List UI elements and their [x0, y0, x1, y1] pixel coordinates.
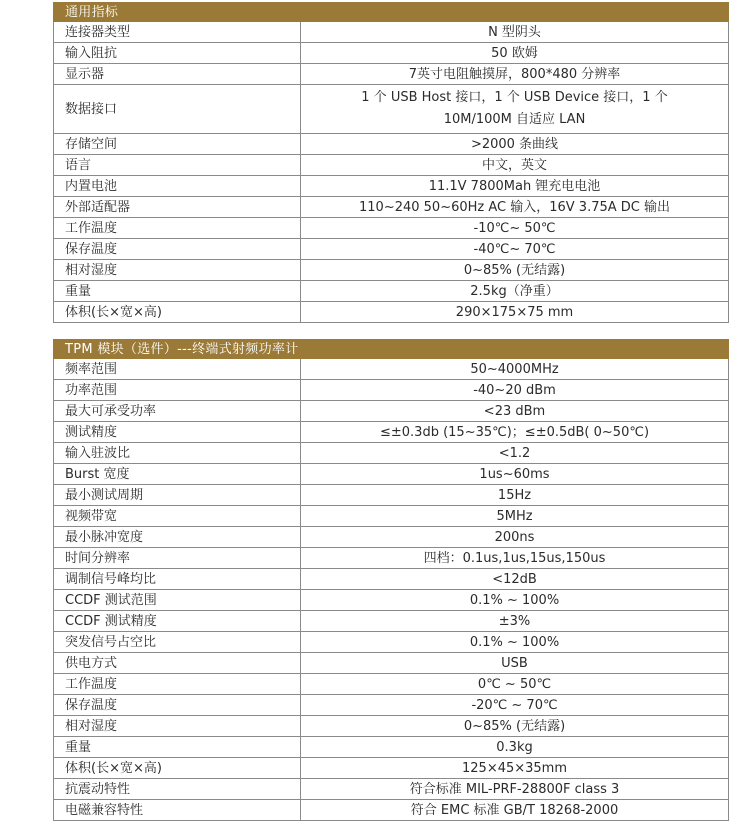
spec-value: 2.5kg（净重） — [301, 281, 729, 302]
table-row — [54, 134, 729, 155]
spec-name: 保存温度 — [54, 695, 301, 716]
spec-value: 15Hz — [301, 485, 729, 506]
table-row — [54, 695, 729, 716]
table-row — [54, 218, 729, 239]
general-spec-table — [53, 2, 729, 323]
table-row — [54, 779, 729, 800]
table-row — [54, 239, 729, 260]
spec-value: -40~20 dBm — [301, 380, 729, 401]
table-row — [54, 569, 729, 590]
spec-name: 相对湿度 — [54, 716, 301, 737]
spec-name: Burst 宽度 — [54, 464, 301, 485]
table-row — [54, 380, 729, 401]
table-row — [54, 260, 729, 281]
spec-value: ≤±0.3db (15~35℃)；≤±0.5dB( 0~50℃) — [301, 422, 729, 443]
spec-value: ±3% — [301, 611, 729, 632]
table-row — [54, 443, 729, 464]
spec-name: 频率范围 — [54, 359, 301, 380]
spec-name: 重量 — [54, 281, 301, 302]
spec-value: 符合 EMC 标准 GB/T 18268-2000 — [301, 800, 729, 821]
spec-name: 保存温度 — [54, 239, 301, 260]
table-row — [54, 716, 729, 737]
spec-name: 时间分辨率 — [54, 548, 301, 569]
spec-value: 0.3kg — [301, 737, 729, 758]
spec-name: 外部适配器 — [54, 197, 301, 218]
tpm-spec-table — [53, 339, 729, 821]
table-row — [54, 548, 729, 569]
spec-value: <23 dBm — [301, 401, 729, 422]
table-row — [54, 22, 729, 43]
spec-name: 最小脉冲宽度 — [54, 527, 301, 548]
spec-value: 0.1% ~ 100% — [301, 632, 729, 653]
spec-value: 0~85% (无结露) — [301, 260, 729, 281]
spec-value: 11.1V 7800Mah 锂充电电池 — [301, 176, 729, 197]
spec-name: 功率范围 — [54, 380, 301, 401]
spec-name: 工作温度 — [54, 674, 301, 695]
spec-name: 相对湿度 — [54, 260, 301, 281]
spec-value: 7英寸电阻触摸屏，800*480 分辨率 — [301, 64, 729, 85]
table-row — [54, 401, 729, 422]
spec-name: CCDF 测试精度 — [54, 611, 301, 632]
spec-value: N 型阴头 — [301, 22, 729, 43]
spec-name: 突发信号占空比 — [54, 632, 301, 653]
table-row — [54, 506, 729, 527]
spec-value: 50 欧姆 — [301, 43, 729, 64]
spec-name: 体积(长×宽×高) — [54, 302, 301, 323]
spec-value: USB — [301, 653, 729, 674]
spec-value: 四档：0.1us,1us,15us,150us — [301, 548, 729, 569]
spec-name: 显示器 — [54, 64, 301, 85]
section-title: 通用指标 — [54, 3, 729, 22]
table-row — [54, 359, 729, 380]
table-row — [54, 611, 729, 632]
spec-value: -40℃~ 70℃ — [301, 239, 729, 260]
table-row — [54, 653, 729, 674]
table-row — [54, 85, 729, 134]
spec-value: 符合标准 MIL-PRF-28800F class 3 — [301, 779, 729, 800]
spec-value: <1.2 — [301, 443, 729, 464]
spec-name: 重量 — [54, 737, 301, 758]
spec-value: >2000 条曲线 — [301, 134, 729, 155]
table-row — [54, 64, 729, 85]
table-row — [54, 155, 729, 176]
table-row — [54, 422, 729, 443]
spec-value: 1us~60ms — [301, 464, 729, 485]
spec-value: 5MHz — [301, 506, 729, 527]
spec-name: 测试精度 — [54, 422, 301, 443]
section-title: TPM 模块（选件）---终端式射频功率计 — [54, 340, 729, 359]
spec-value: -10℃~ 50℃ — [301, 218, 729, 239]
spec-value: 290×175×75 mm — [301, 302, 729, 323]
spec-value: 200ns — [301, 527, 729, 548]
table-row — [54, 632, 729, 653]
spec-name: 供电方式 — [54, 653, 301, 674]
table-row — [54, 527, 729, 548]
spec-name: 抗震动特性 — [54, 779, 301, 800]
spec-name: 视频带宽 — [54, 506, 301, 527]
spec-name: 工作温度 — [54, 218, 301, 239]
spec-value: 0~85% (无结露) — [301, 716, 729, 737]
spec-name: 数据接口 — [54, 85, 301, 134]
spec-value: 50~4000MHz — [301, 359, 729, 380]
spec-name: 内置电池 — [54, 176, 301, 197]
table-row — [54, 800, 729, 821]
section-header — [54, 340, 729, 359]
spec-value: -20℃ ~ 70℃ — [301, 695, 729, 716]
table-row — [54, 281, 729, 302]
spec-name: 最大可承受功率 — [54, 401, 301, 422]
table-row — [54, 197, 729, 218]
spec-name: 电磁兼容特性 — [54, 800, 301, 821]
table-row — [54, 674, 729, 695]
section-header — [54, 3, 729, 22]
spec-value: 1 个 USB Host 接口，1 个 USB Device 接口，1 个 10M/100M 自适应 LAN — [301, 85, 729, 134]
spec-value: 0.1% ~ 100% — [301, 590, 729, 611]
spec-value: <12dB — [301, 569, 729, 590]
table-row — [54, 758, 729, 779]
table-row — [54, 464, 729, 485]
spec-name: CCDF 测试范围 — [54, 590, 301, 611]
spec-name: 体积(长×宽×高) — [54, 758, 301, 779]
table-row — [54, 485, 729, 506]
spec-value: 0℃ ~ 50℃ — [301, 674, 729, 695]
spec-name: 最小测试周期 — [54, 485, 301, 506]
spec-value: 110~240 50~60Hz AC 输入，16V 3.75A DC 输出 — [301, 197, 729, 218]
spec-name: 连接器类型 — [54, 22, 301, 43]
spec-value: 125×45×35mm — [301, 758, 729, 779]
table-row — [54, 590, 729, 611]
spec-value: 中文，英文 — [301, 155, 729, 176]
table-row — [54, 302, 729, 323]
table-row — [54, 176, 729, 197]
spec-name: 语言 — [54, 155, 301, 176]
spec-name: 调制信号峰均比 — [54, 569, 301, 590]
table-row — [54, 43, 729, 64]
table-row — [54, 737, 729, 758]
spec-name: 存储空间 — [54, 134, 301, 155]
spec-name: 输入驻波比 — [54, 443, 301, 464]
spec-name: 输入阻抗 — [54, 43, 301, 64]
